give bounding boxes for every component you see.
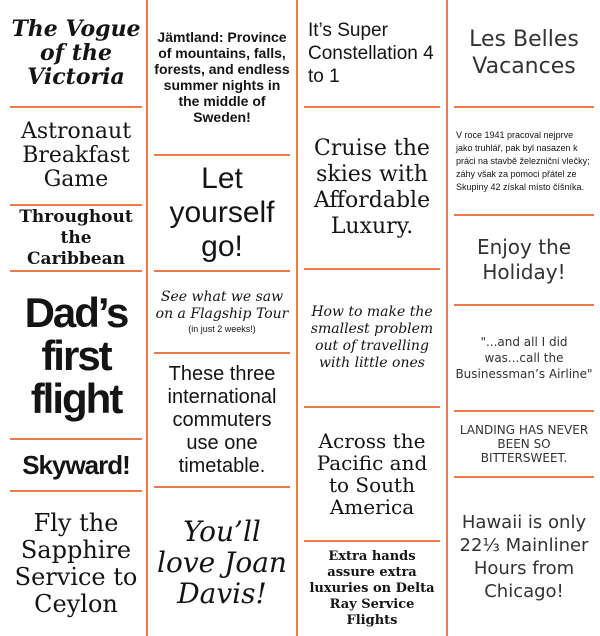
specimen-joan-davis bbox=[154, 488, 290, 636]
specimen-text: Extra hands assure extra luxuries on Delta Ray Service Flights bbox=[309, 549, 435, 628]
specimen-text: It’s Super Constellation 4 to 1 bbox=[308, 19, 434, 87]
specimen-astronaut-breakfast-game bbox=[10, 108, 142, 206]
specimen-enjoy-the-holiday bbox=[454, 216, 594, 306]
specimen-three-commuters bbox=[154, 354, 290, 488]
specimen-text: How to make the smallest problem out of travelling with little ones bbox=[310, 304, 434, 371]
specimen-text: Hawaii is only 22⅓ Mainliner Hours from Chicago! bbox=[459, 512, 589, 602]
specimen-text: Enjoy the Holiday! bbox=[476, 235, 572, 284]
specimen-vogue-of-the-victoria bbox=[10, 0, 142, 108]
specimen-extra-hands bbox=[304, 542, 440, 636]
specimen-super-constellation bbox=[304, 0, 440, 108]
column-divider bbox=[446, 0, 448, 636]
column-divider bbox=[146, 0, 148, 636]
specimen-hawaii-mainliner bbox=[454, 478, 594, 636]
specimen-text: Jämtland: Province of mountains, falls, forests, and endless summer nights in the middle of Sweden! bbox=[154, 29, 290, 125]
specimen-text: Les Belles Vacances bbox=[469, 27, 579, 79]
specimen-text: "...and all I did was...call the Businessman’s Airline" bbox=[455, 335, 593, 381]
specimen-text: See what we saw on a Flagship Tour bbox=[155, 289, 289, 322]
specimen-column-2 bbox=[154, 0, 290, 636]
specimen-czech-paragraph bbox=[454, 108, 594, 216]
specimen-let-yourself-go bbox=[154, 156, 290, 272]
specimen-landing-bittersweet bbox=[454, 412, 594, 478]
specimen-flagship-tour bbox=[154, 272, 290, 354]
specimen-text: These three international commuters use one timetable. bbox=[167, 362, 277, 477]
specimen-column-3 bbox=[304, 0, 440, 636]
specimen-cruise-the-skies bbox=[304, 108, 440, 270]
specimen-text: Astronaut Breakfast Game bbox=[20, 119, 132, 192]
specimen-text: Cruise the skies with Affordable Luxury. bbox=[313, 136, 431, 239]
specimen-text: Fly the Sapphire Service to Ceylon bbox=[14, 509, 138, 618]
specimen-column-4 bbox=[454, 0, 594, 636]
specimen-sapphire-service bbox=[10, 492, 142, 636]
specimen-column-1 bbox=[10, 0, 142, 636]
column-divider bbox=[296, 0, 298, 636]
specimen-text: Across the Pacific and to South America bbox=[316, 429, 428, 519]
specimen-text: You’ll love Joan Davis! bbox=[157, 514, 287, 610]
specimen-text: Let yourself go! bbox=[169, 162, 275, 263]
specimen-subtext: (in just 2 weeks!) bbox=[188, 324, 256, 334]
specimen-text: The Vogue of the Victoria bbox=[11, 16, 141, 90]
specimen-text: Dad’s first flight bbox=[24, 288, 128, 422]
specimen-businessmans-airline bbox=[454, 306, 594, 412]
specimen-jamtland bbox=[154, 0, 290, 156]
specimen-text: Throughout the Caribbean bbox=[19, 206, 133, 269]
specimen-dads-first-flight bbox=[10, 272, 142, 440]
specimen-throughout-the-caribbean bbox=[10, 206, 142, 272]
specimen-smallest-problem bbox=[304, 270, 440, 408]
specimen-skyward bbox=[10, 440, 142, 492]
specimen-text: LANDING HAS NEVER BEEN SO BITTERSWEET. bbox=[459, 423, 589, 465]
specimen-text: Skyward! bbox=[22, 450, 130, 480]
specimen-across-the-pacific bbox=[304, 408, 440, 542]
specimen-les-belles-vacances bbox=[454, 0, 594, 108]
specimen-text: V roce 1941 pracoval nejprve jako truhlář, pak byl nasazen k práci na stavbě železniční vlečky; záhy však za pomoci přátel ze Skupiny 42 získal místo číšníka. bbox=[456, 129, 590, 192]
